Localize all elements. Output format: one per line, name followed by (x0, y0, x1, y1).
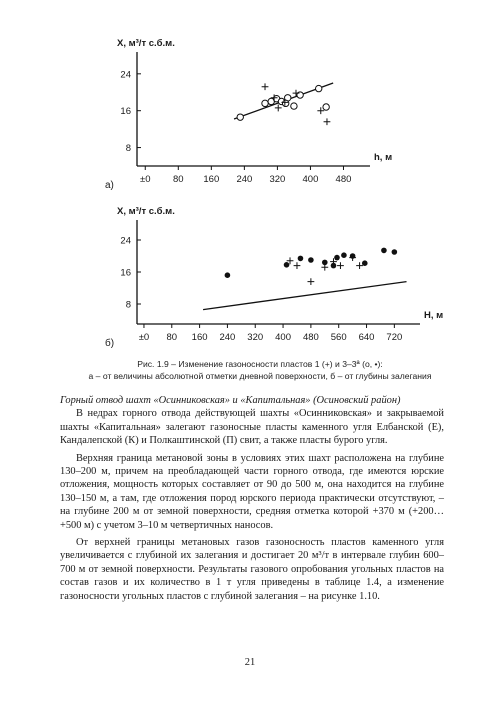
x-tick-label: 480 (335, 174, 352, 185)
data-point-filled-dot (298, 256, 304, 262)
x-tick-label: 240 (236, 174, 253, 185)
caption-line-1: Рис. 1.9 – Изменение газоносности пластов 1 (+) и 3–3ª (о, •): (137, 359, 383, 369)
section-heading: Горный отвод шахт «Осинниковская» и «Капитальная» (Осиновский район) (60, 395, 401, 406)
y-tick-label: 8 (125, 143, 131, 155)
y-axis-label: X, м³/т с.б.м. (117, 38, 175, 49)
data-point-cross (275, 105, 282, 112)
data-point-filled-dot (225, 272, 231, 278)
x-tick-label: 160 (203, 174, 220, 185)
x-axis-label: h, м (374, 152, 393, 163)
y-tick-label: 24 (120, 235, 131, 247)
chart-panel-b (0, 196, 500, 356)
x-tick-label: 480 (302, 332, 319, 343)
x-tick-label: ±0 (140, 174, 151, 185)
y-tick-label: 8 (125, 299, 131, 311)
data-point-open-circle (323, 104, 329, 110)
panel-label: а) (105, 180, 114, 191)
body-text (60, 394, 444, 603)
data-point-filled-dot (334, 255, 340, 261)
data-point-cross (337, 262, 344, 269)
data-point-filled-dot (341, 252, 347, 258)
data-point-cross (262, 83, 269, 90)
figure-caption (60, 358, 460, 382)
x-tick-label: 720 (386, 332, 403, 343)
x-tick-label: 560 (330, 332, 347, 343)
x-tick-label: 400 (275, 332, 291, 343)
data-point-open-circle (282, 100, 288, 106)
y-tick-label: 16 (120, 267, 131, 279)
data-point-open-circle (316, 85, 322, 91)
page-number: 21 (244, 657, 256, 668)
x-tick-label: ±0 (138, 332, 150, 343)
data-point-filled-dot (381, 248, 387, 254)
x-tick-label: 320 (269, 174, 286, 185)
data-point-cross (321, 264, 328, 271)
data-point-filled-dot (284, 262, 290, 268)
data-point-cross (324, 118, 331, 125)
paragraph-3: От верхней границы метановых газов газоносность пластов каменного угля увеличивается с глубиной их залегания и достигает 20 м³/т в интервале глубин 600–700 м от земной поверхности. Результаты газового опробования угольных пластов на состав газов и их количество в 1 т угля приведены в таблице 1.4, а изменение газоносности угольных пластов с глубиной залегания – на рисунке 1.10. (60, 537, 444, 602)
paragraph-2: Верхняя граница метановой зоны в условиях этих шахт расположена на глубине 130–200 м, причем на преобладающей части горного отвода, где имеются юрские отложения, мощность которых составляет от 90 до 500 м, она находится на глубине 130–150 м, а там, где отложения пород юрского периода практически отсутствуют, – на глубине 200 м от земной поверхности, средняя отметка которой +370 м (+200…+500 м) с учетом 3–10 м четвертичных наносов. (60, 452, 444, 531)
chart-panel-a (0, 28, 500, 223)
x-tick-label: 240 (219, 332, 236, 343)
data-point-open-circle (237, 114, 243, 120)
x-tick-label: 400 (302, 174, 319, 185)
paragraph-1: В недрах горного отвода действующей шахты «Осинниковская» и закрываемой шахты «Капитальная» залегают газоносные пласты каменного угля Елбанской (Е), Кандалепской (К) и Полкаштинской (П) свит, а также пласты бурого угля. (60, 408, 444, 447)
x-tick-label: 80 (173, 174, 184, 185)
x-tick-label: 80 (166, 332, 178, 343)
data-point-cross (307, 278, 314, 285)
caption-line-2: а – от величины абсолютной отметки дневной поверхности, б – от глубины залегания (88, 371, 432, 381)
x-tick-label: 160 (191, 332, 208, 343)
data-point-cross (356, 262, 363, 269)
x-axis-label: H, м (424, 310, 444, 321)
x-tick-label: 640 (358, 332, 375, 343)
data-point-filled-dot (392, 249, 398, 255)
data-point-cross (294, 262, 301, 269)
y-axis-label: X, м³/т с.б.м. (117, 206, 175, 217)
trend-line (203, 282, 406, 310)
y-tick-label: 24 (120, 69, 131, 81)
data-point-open-circle (262, 100, 268, 106)
x-tick-label: 320 (247, 332, 264, 343)
data-point-open-circle (291, 103, 297, 109)
data-point-filled-dot (308, 257, 314, 263)
panel-label: б) (105, 338, 115, 349)
y-tick-label: 16 (120, 106, 131, 118)
